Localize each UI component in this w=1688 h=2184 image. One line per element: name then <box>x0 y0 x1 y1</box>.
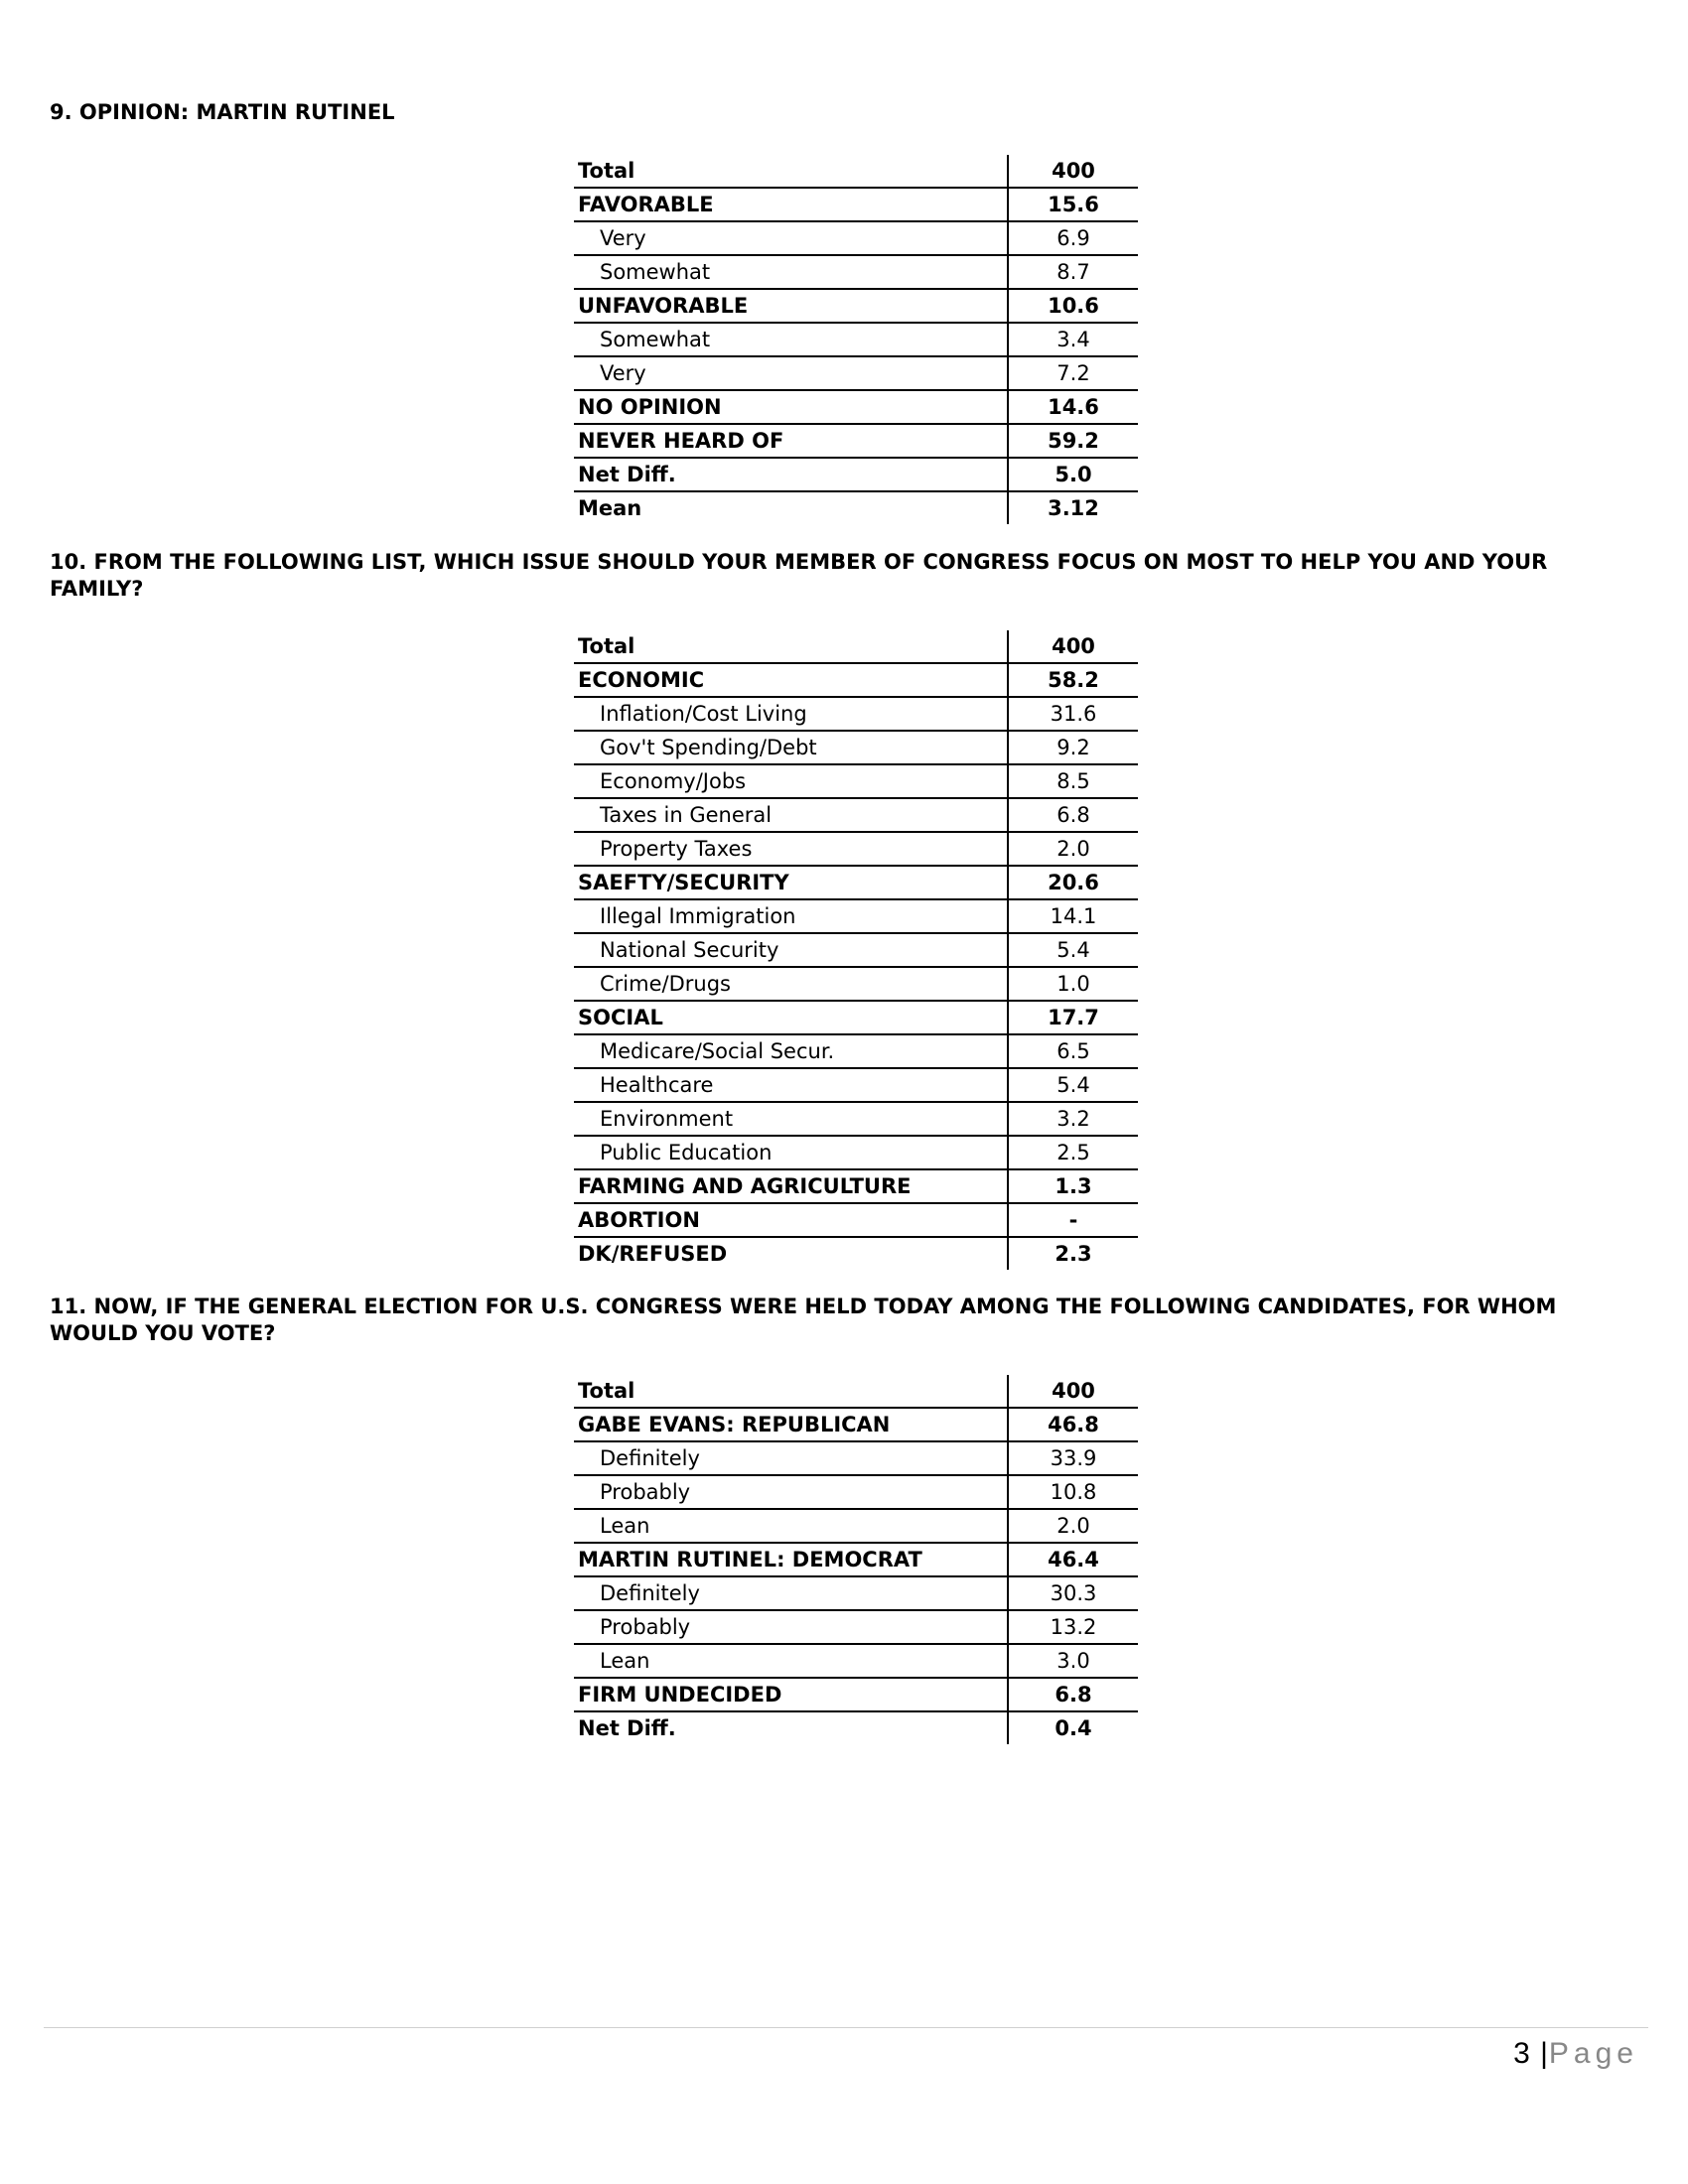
table-row <box>574 289 1138 323</box>
question-10-title: 10. FROM THE FOLLOWING LIST, WHICH ISSUE SHOULD YOUR MEMBER OF CONGRESS FOCUS ON MOST TO HELP YOU AND YOUR FAMILY? <box>50 550 1548 601</box>
row-label: Healthcare <box>574 1068 1008 1102</box>
row-value: 400 <box>1008 155 1138 188</box>
table-header-row <box>574 630 1138 663</box>
row-value: 10.8 <box>1008 1475 1138 1509</box>
row-label: Lean <box>574 1509 1008 1543</box>
table-row <box>574 933 1138 967</box>
row-value: 59.2 <box>1008 424 1138 458</box>
row-value: 6.8 <box>1008 798 1138 832</box>
row-value: 5.0 <box>1008 458 1138 491</box>
row-label: Definitely <box>574 1576 1008 1610</box>
row-value: 1.0 <box>1008 967 1138 1001</box>
row-value: 9.2 <box>1008 731 1138 764</box>
row-label: Property Taxes <box>574 832 1008 866</box>
row-value: 17.7 <box>1008 1001 1138 1034</box>
row-value: 10.6 <box>1008 289 1138 323</box>
row-label: Lean <box>574 1644 1008 1678</box>
row-value: 8.7 <box>1008 255 1138 289</box>
table-row <box>574 1001 1138 1034</box>
row-value: 15.6 <box>1008 188 1138 221</box>
row-value: 6.8 <box>1008 1678 1138 1711</box>
table-row <box>574 1237 1138 1270</box>
table-row <box>574 1475 1138 1509</box>
table-row <box>574 866 1138 899</box>
table-row <box>574 1203 1138 1237</box>
table-row <box>574 798 1138 832</box>
row-value: 8.5 <box>1008 764 1138 798</box>
row-value: 14.1 <box>1008 899 1138 933</box>
table-row <box>574 967 1138 1001</box>
row-value: 3.0 <box>1008 1644 1138 1678</box>
row-label: Somewhat <box>574 323 1008 356</box>
row-label: Total <box>574 630 1008 663</box>
table-row <box>574 458 1138 491</box>
row-label: ABORTION <box>574 1203 1008 1237</box>
table-row <box>574 390 1138 424</box>
table-row <box>574 1678 1138 1711</box>
row-value: 2.3 <box>1008 1237 1138 1270</box>
row-label: Probably <box>574 1610 1008 1644</box>
page-number: 3 <box>1513 2037 1531 2070</box>
row-value: 3.12 <box>1008 491 1138 524</box>
row-label: ECONOMIC <box>574 663 1008 697</box>
row-label: GABE EVANS: REPUBLICAN <box>574 1408 1008 1441</box>
row-label: Medicare/Social Secur. <box>574 1034 1008 1068</box>
row-value: 2.0 <box>1008 832 1138 866</box>
row-label: Total <box>574 1375 1008 1408</box>
table-row <box>574 764 1138 798</box>
question-11-title: 11. NOW, IF THE GENERAL ELECTION FOR U.S. CONGRESS WERE HELD TODAY AMONG THE FOLLOWING CANDIDATES, FOR WHOM WOULD YOU VOTE? <box>50 1295 1557 1345</box>
row-label: FARMING AND AGRICULTURE <box>574 1169 1008 1203</box>
row-label: Environment <box>574 1102 1008 1136</box>
row-value: 400 <box>1008 630 1138 663</box>
table-row <box>574 1543 1138 1576</box>
page-word: Page <box>1548 2037 1638 2070</box>
row-label: Economy/Jobs <box>574 764 1008 798</box>
row-label: FAVORABLE <box>574 188 1008 221</box>
table-header-row <box>574 1375 1138 1408</box>
table-row <box>574 323 1138 356</box>
row-label: Probably <box>574 1475 1008 1509</box>
row-label: MARTIN RUTINEL: DEMOCRAT <box>574 1543 1008 1576</box>
table-row <box>574 1169 1138 1203</box>
table-row <box>574 221 1138 255</box>
row-value: 20.6 <box>1008 866 1138 899</box>
table-row <box>574 1576 1138 1610</box>
row-value: 2.5 <box>1008 1136 1138 1169</box>
table-row <box>574 663 1138 697</box>
row-value: 1.3 <box>1008 1169 1138 1203</box>
table-row <box>574 731 1138 764</box>
row-label: FIRM UNDECIDED <box>574 1678 1008 1711</box>
table-row <box>574 356 1138 390</box>
row-value: 3.2 <box>1008 1102 1138 1136</box>
table-row <box>574 1644 1138 1678</box>
table-row <box>574 1034 1138 1068</box>
table-row <box>574 1408 1138 1441</box>
row-value: 33.9 <box>1008 1441 1138 1475</box>
page-footer <box>1513 2037 1638 2071</box>
row-label: Somewhat <box>574 255 1008 289</box>
row-value: 5.4 <box>1008 933 1138 967</box>
row-label: Inflation/Cost Living <box>574 697 1008 731</box>
row-label: UNFAVORABLE <box>574 289 1008 323</box>
row-value: 7.2 <box>1008 356 1138 390</box>
row-value: 14.6 <box>1008 390 1138 424</box>
row-value: 31.6 <box>1008 697 1138 731</box>
row-label: NEVER HEARD OF <box>574 424 1008 458</box>
row-value: 46.8 <box>1008 1408 1138 1441</box>
row-value: 3.4 <box>1008 323 1138 356</box>
row-value: 2.0 <box>1008 1509 1138 1543</box>
table-row <box>574 697 1138 731</box>
row-value: 13.2 <box>1008 1610 1138 1644</box>
table-row <box>574 1068 1138 1102</box>
row-label: DK/REFUSED <box>578 1242 728 1266</box>
table-row <box>574 832 1138 866</box>
question-10-table <box>574 630 1138 1270</box>
row-value: 6.9 <box>1008 221 1138 255</box>
table-row <box>574 188 1138 221</box>
row-label: Total <box>574 155 1008 188</box>
table-row <box>574 1102 1138 1136</box>
row-value: 0.4 <box>1008 1711 1138 1744</box>
question-9-title: 9. OPINION: MARTIN RUTINEL <box>50 100 395 124</box>
row-label: SOCIAL <box>574 1001 1008 1034</box>
table-row <box>574 424 1138 458</box>
row-label: Very <box>574 356 1008 390</box>
table-row <box>574 1610 1138 1644</box>
row-label: Definitely <box>574 1441 1008 1475</box>
row-value: 6.5 <box>1008 1034 1138 1068</box>
row-value: - <box>1008 1203 1138 1237</box>
row-label: Mean <box>578 496 642 520</box>
row-value: 400 <box>1008 1375 1138 1408</box>
row-value: 30.3 <box>1008 1576 1138 1610</box>
row-value: 5.4 <box>1008 1068 1138 1102</box>
row-label: SAEFTY/SECURITY <box>574 866 1008 899</box>
row-label: Very <box>574 221 1008 255</box>
row-value: 46.4 <box>1008 1543 1138 1576</box>
row-label: Public Education <box>574 1136 1008 1169</box>
row-label: Illegal Immigration <box>574 899 1008 933</box>
table-header-row <box>574 155 1138 188</box>
table-row <box>574 255 1138 289</box>
row-label: Taxes in General <box>574 798 1008 832</box>
footer-divider <box>44 2027 1648 2028</box>
row-label: Gov't Spending/Debt <box>574 731 1008 764</box>
table-row <box>574 491 1138 524</box>
row-label: Net Diff. <box>578 1716 676 1740</box>
question-9-table <box>574 155 1138 524</box>
row-label: Net Diff. <box>574 458 1008 491</box>
row-value: 58.2 <box>1008 663 1138 697</box>
row-label: NO OPINION <box>574 390 1008 424</box>
table-row <box>574 1711 1138 1744</box>
row-label: Crime/Drugs <box>574 967 1008 1001</box>
table-row <box>574 899 1138 933</box>
row-label: National Security <box>574 933 1008 967</box>
page-separator: | <box>1540 2037 1549 2070</box>
question-11-table <box>574 1375 1138 1744</box>
table-row <box>574 1441 1138 1475</box>
table-row <box>574 1509 1138 1543</box>
table-row <box>574 1136 1138 1169</box>
